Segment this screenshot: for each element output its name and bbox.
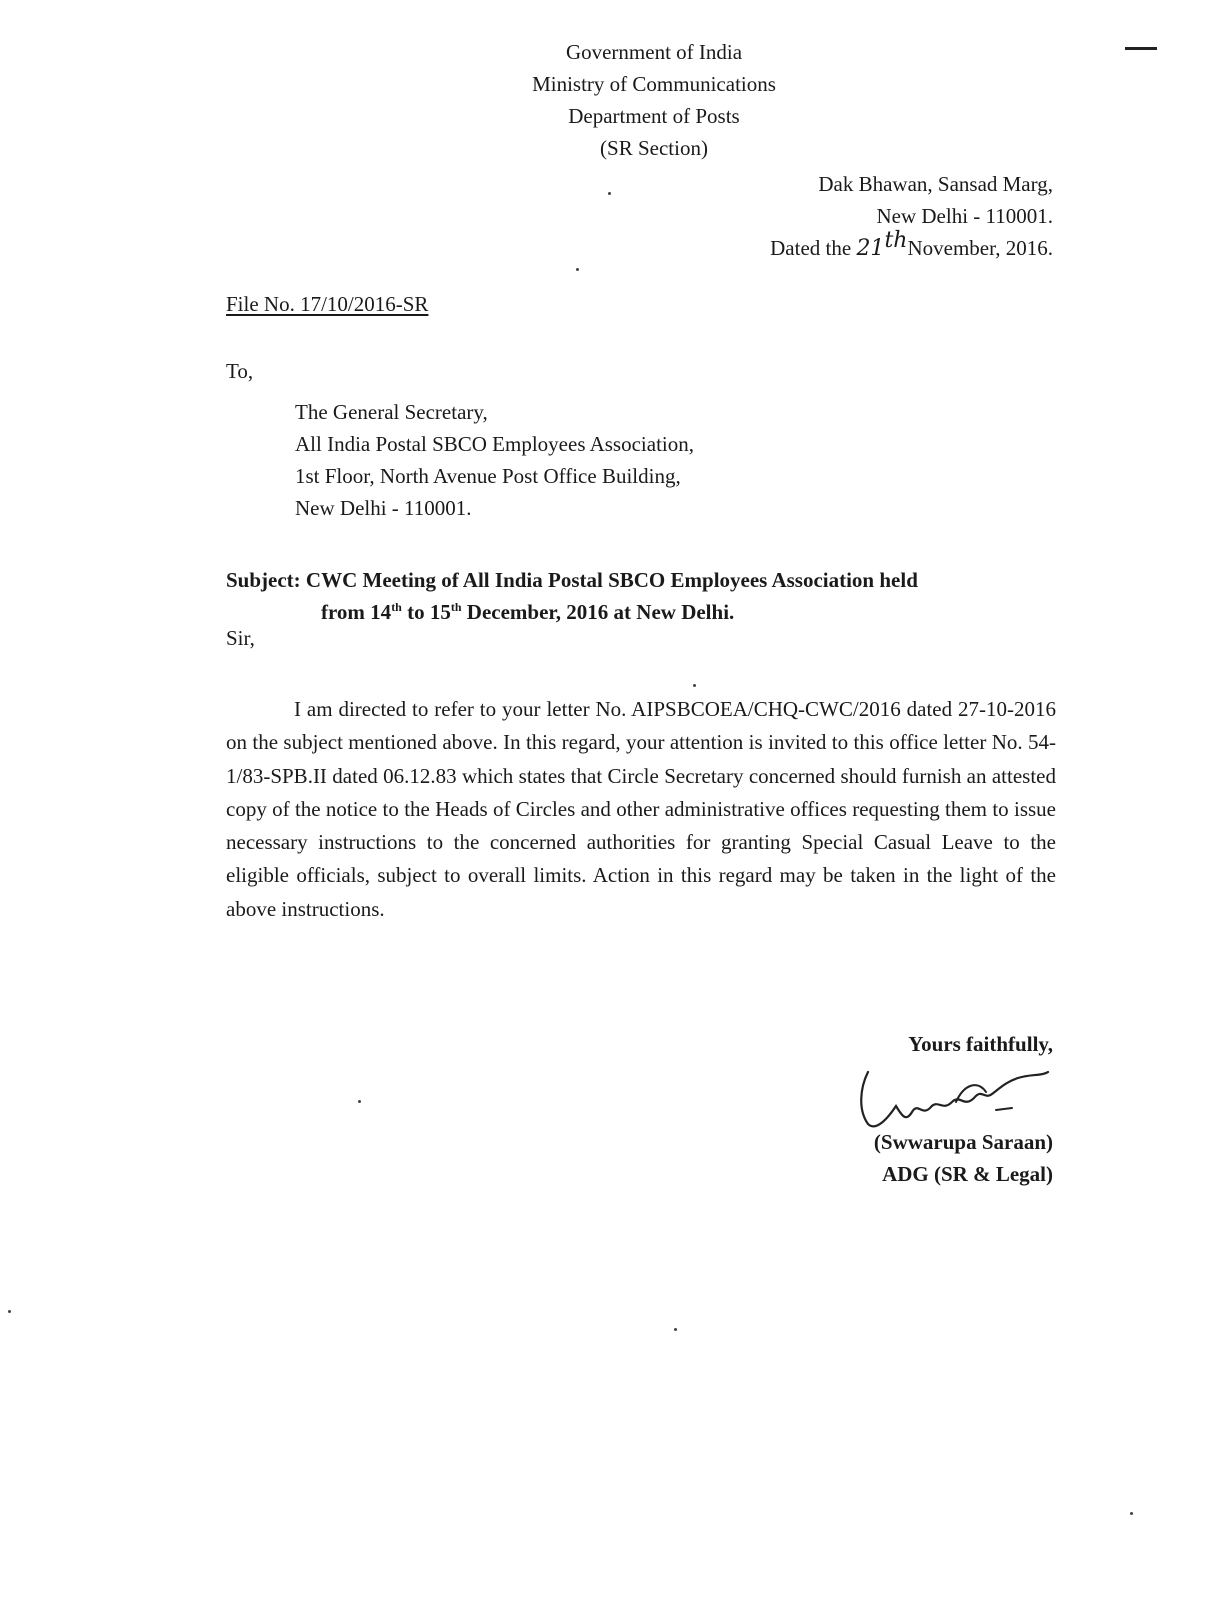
address-line-1: Dak Bhawan, Sansad Marg,	[818, 172, 1053, 196]
closing: Yours faithfully,	[908, 1032, 1053, 1056]
header-block	[404, 36, 904, 164]
recipient-line: 1st Floor, North Avenue Post Office Building,	[295, 464, 681, 488]
dated-line	[770, 228, 1053, 265]
subject-line-1: CWC Meeting of All India Postal SBCO Employees Association held	[305, 568, 918, 592]
scan-speck	[1130, 1512, 1133, 1515]
scan-speck	[8, 1310, 11, 1313]
recipient-block	[295, 396, 694, 524]
scan-speck	[576, 268, 579, 271]
header-section: (SR Section)	[600, 136, 708, 160]
scan-speck	[674, 1328, 677, 1331]
subject-label: Subject:	[226, 568, 301, 592]
subject-block	[226, 564, 1056, 628]
signatory-name: (Swwarupa Saraan)	[873, 1130, 1053, 1154]
salutation: Sir,	[226, 626, 255, 650]
to-label: To,	[226, 359, 254, 383]
header-ministry: Ministry of Communications	[532, 72, 776, 96]
dated-prefix: Dated the	[770, 236, 852, 260]
subject-line-2: from 14th to 15th December, 2016 at New Delhi.	[321, 600, 735, 624]
recipient-line: All India Postal SBCO Employees Association,	[295, 432, 694, 456]
dated-month-year: November, 2016.	[907, 236, 1053, 260]
signatory-title: ADG (SR & Legal)	[882, 1162, 1053, 1186]
scan-speck	[608, 192, 611, 195]
recipient-line: The General Secretary,	[295, 400, 488, 424]
dated-handwritten-suffix: th	[884, 228, 908, 253]
address-line-2: New Delhi - 110001.	[876, 204, 1053, 228]
header-government: Government of India	[565, 40, 743, 64]
corner-dash-mark	[1125, 47, 1157, 50]
header-department: Department of Posts	[568, 104, 740, 128]
recipient-line: New Delhi - 110001.	[295, 496, 472, 520]
dated-handwritten-day: 21	[856, 236, 885, 261]
scan-speck	[693, 684, 696, 687]
body-paragraph: I am directed to refer to your letter No. AIPSBCOEA/CHQ-CWC/2016 dated 27-10-2016 on the subject mentioned above. In this regard, your attention is invited to this office letter No. 54-1/83-SPB.II dated 06.12.83 which states that Circle Secretary concerned should furnish an attested copy of the notice to the Heads of Circles and other administrative offices requesting them to issue necessary instructions to the concerned authorities for granting Special Casual Leave to the eligible officials, subject to overall limits. Action in this regard may be taken in the light of the above instructions.	[226, 697, 1056, 921]
scan-speck	[358, 1100, 361, 1103]
file-number: File No. 17/10/2016-SR	[226, 292, 429, 316]
